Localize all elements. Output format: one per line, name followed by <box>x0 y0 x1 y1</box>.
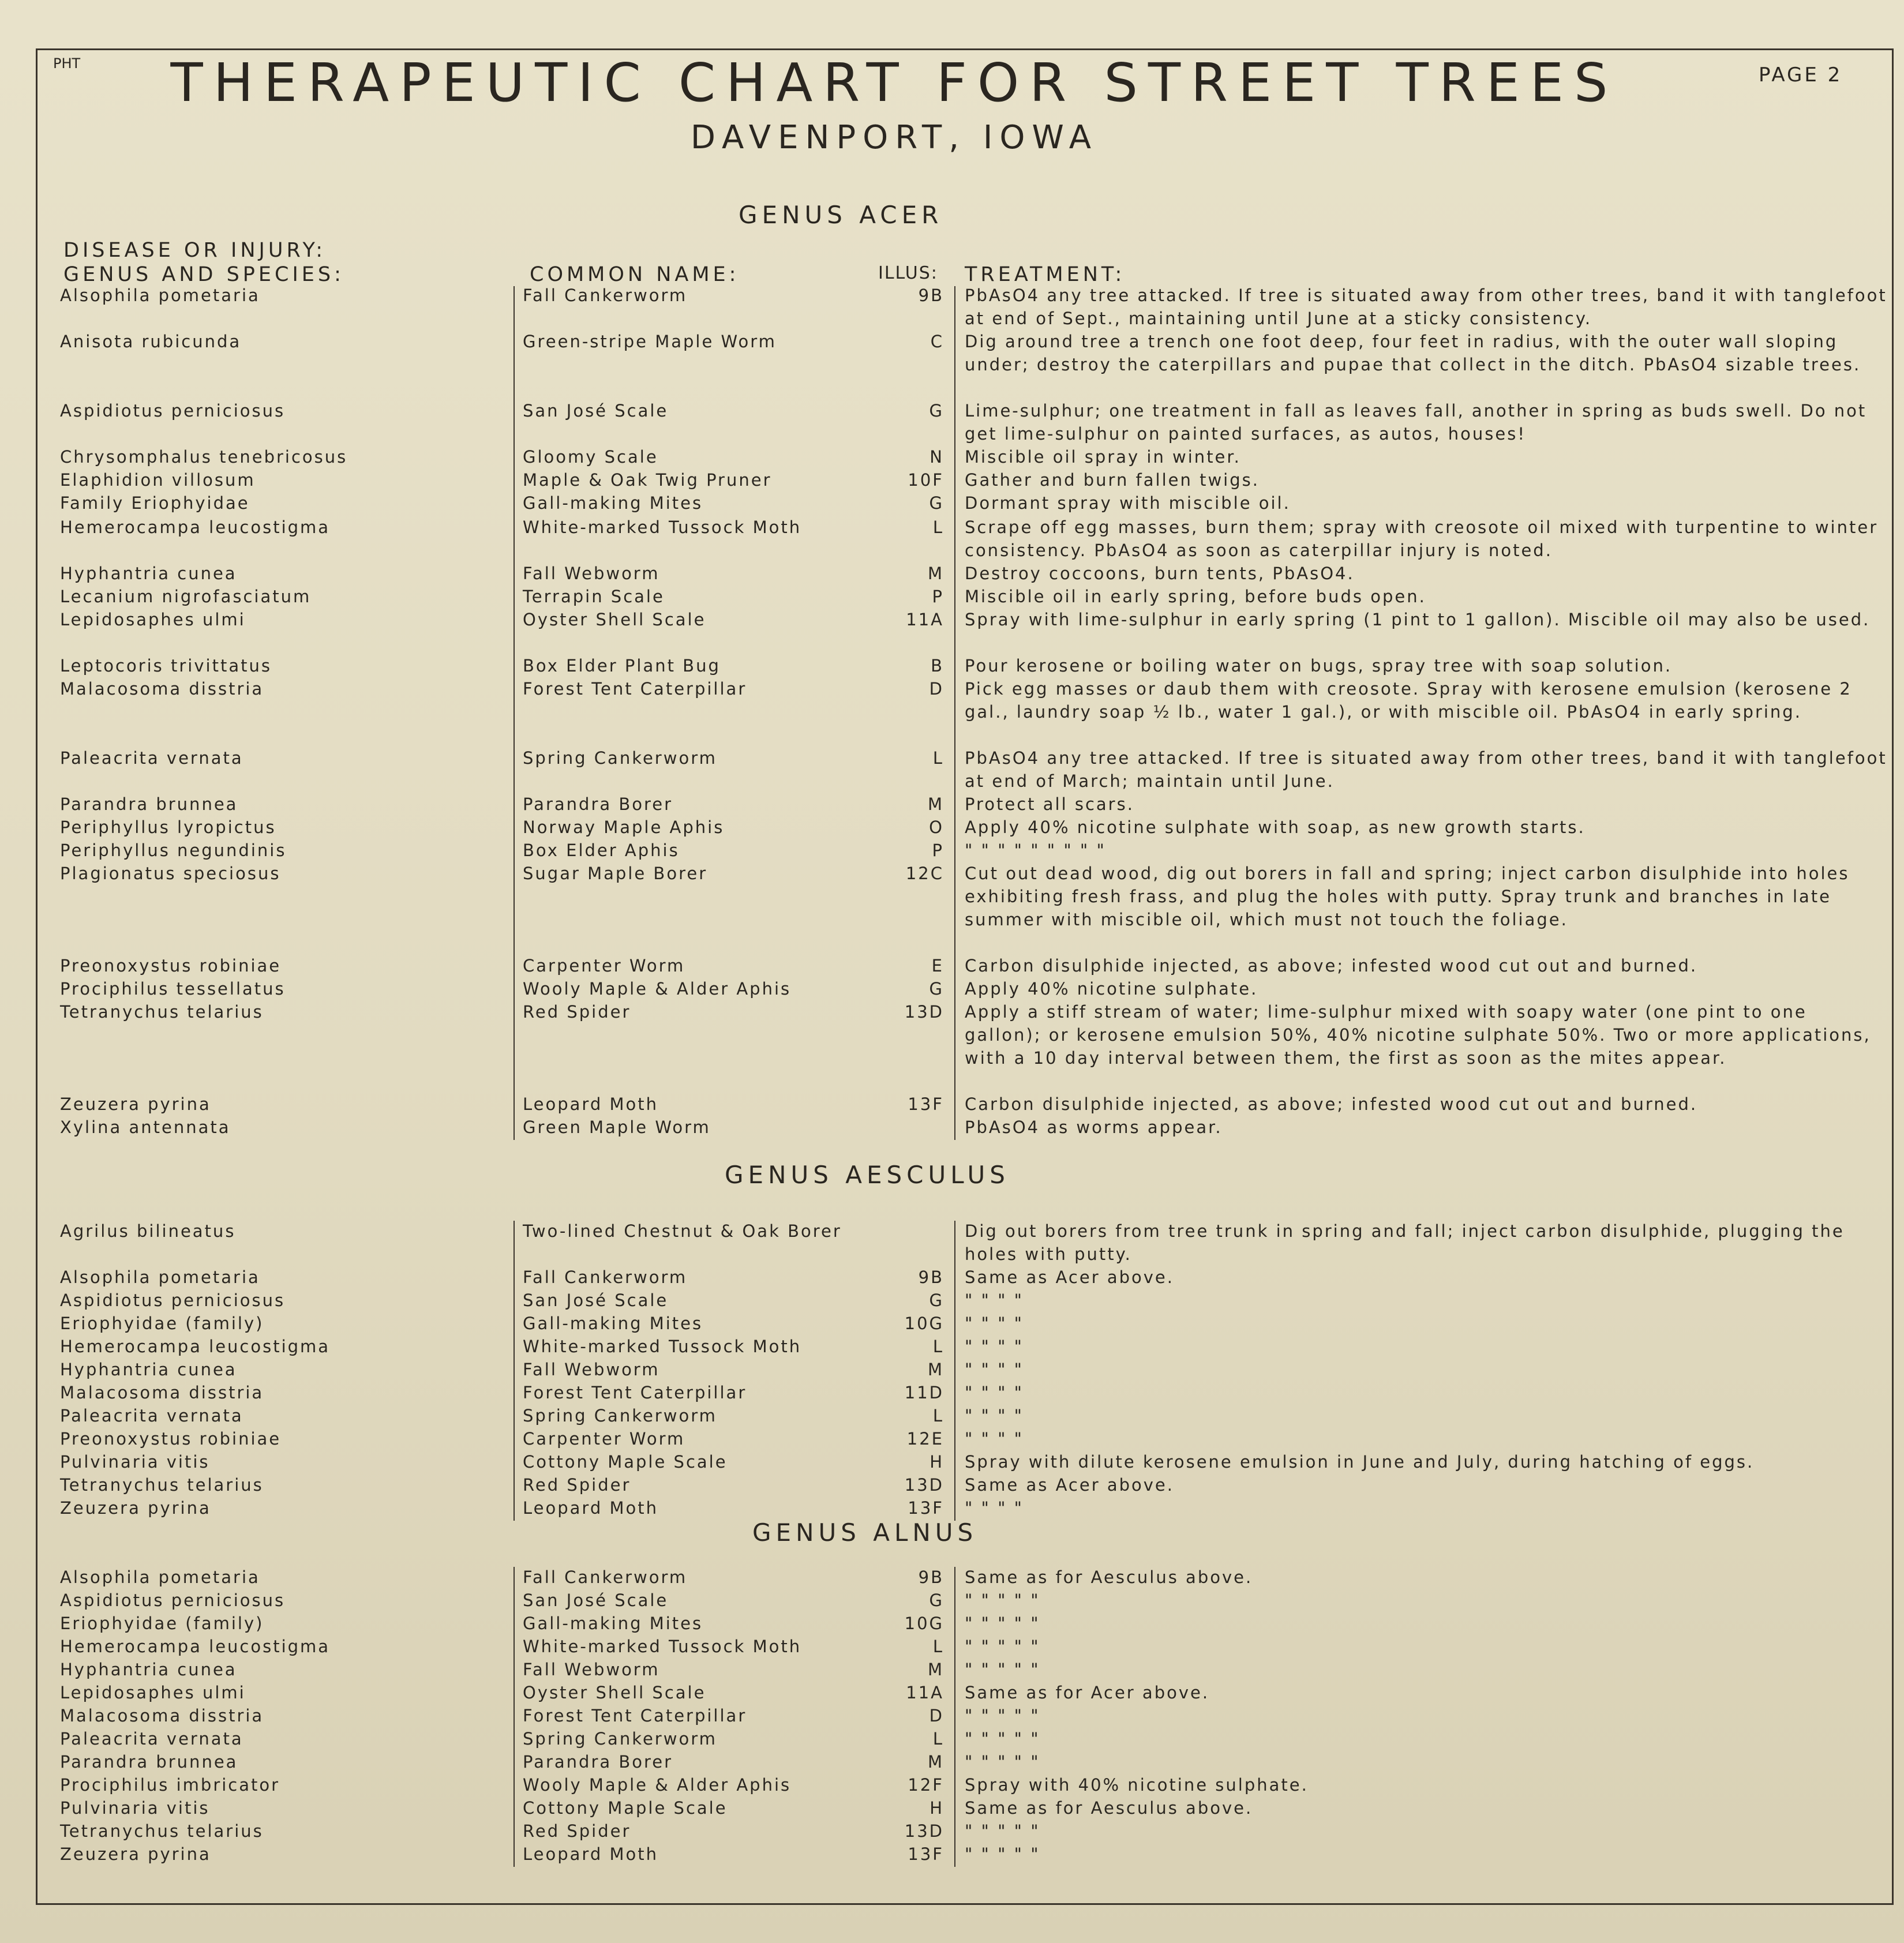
common-name: Parandra Borer <box>523 1752 673 1772</box>
common-name: Carpenter Worm <box>523 1429 685 1449</box>
illustration-ref: 10G <box>904 1314 944 1333</box>
species-name: Aspidiotus perniciosus <box>60 401 286 421</box>
illustration-ref: G <box>929 1591 944 1610</box>
species-name: Paleacrita vernata <box>60 1729 243 1749</box>
common-name: Spring Cankerworm <box>523 748 717 768</box>
column-divider <box>954 286 955 1140</box>
common-name: Carpenter Worm <box>523 956 685 976</box>
column-header-species: GENUS AND SPECIES: <box>63 263 344 286</box>
illustration-ref: H <box>929 1798 944 1818</box>
illustration-ref: 13D <box>904 1821 944 1841</box>
genus-heading: GENUS AESCULUS <box>725 1161 1010 1189</box>
treatment-text: " " " " " <box>965 1821 1040 1841</box>
species-name: Aspidiotus perniciosus <box>60 1591 286 1610</box>
common-name: Spring Cankerworm <box>523 1406 717 1426</box>
illustration-ref: 11A <box>906 610 944 629</box>
treatment-text: Protect all scars. <box>965 794 1134 814</box>
common-name: Wooly Maple & Alder Aphis <box>523 979 792 999</box>
species-name: Periphyllus negundinis <box>60 841 287 860</box>
illustration-ref: 9B <box>918 286 944 305</box>
common-name: Fall Cankerworm <box>523 1567 688 1587</box>
treatment-text: Dig out borers from tree trunk in spring and fall; inject carbon disulphide, plugging the holes with putty. <box>965 1221 1845 1264</box>
common-name: Leopard Moth <box>523 1498 658 1518</box>
treatment-text: " " " " " <box>965 1844 1040 1864</box>
species-name: Hyphantria cunea <box>60 564 237 583</box>
treatment-text: " " " " " <box>965 1729 1040 1749</box>
common-name: Fall Webworm <box>523 1660 660 1679</box>
species-name: Preonoxystus robiniae <box>60 1429 282 1449</box>
species-name: Zeuzera pyrina <box>60 1844 211 1864</box>
common-name: Maple & Oak Twig Pruner <box>523 470 772 490</box>
illustration-ref: M <box>927 1752 944 1772</box>
common-name: Fall Webworm <box>523 1360 660 1379</box>
illustration-ref: G <box>929 979 944 999</box>
common-name: Terrapin Scale <box>523 587 665 606</box>
illustration-ref: D <box>929 1706 944 1726</box>
column-header-disease: DISEASE OR INJURY: <box>63 239 327 262</box>
species-name: Elaphidion villosum <box>60 470 256 490</box>
illustration-ref: G <box>929 1291 944 1310</box>
column-divider <box>514 1221 515 1521</box>
common-name: Sugar Maple Borer <box>523 864 708 883</box>
treatment-text: " " " " <box>965 1337 1024 1356</box>
treatment-text: PbAsO4 as worms appear. <box>965 1117 1223 1137</box>
illustration-ref: L <box>932 1729 944 1749</box>
species-name: Zeuzera pyrina <box>60 1498 211 1518</box>
species-name: Periphyllus lyropictus <box>60 817 276 837</box>
column-header-common: COMMON NAME: <box>530 263 740 286</box>
species-name: Tetranychus telarius <box>60 1821 264 1841</box>
treatment-text: Miscible oil in early spring, before buds open. <box>965 587 1426 606</box>
column-header-illus: ILLUS: <box>878 263 938 283</box>
treatment-text: Apply 40% nicotine sulphate with soap, as new growth starts. <box>965 817 1586 837</box>
treatment-text: Pour kerosene or boiling water on bugs, spray tree with soap solution. <box>965 656 1673 676</box>
common-name: Green Maple Worm <box>523 1117 711 1137</box>
species-name: Preonoxystus robiniae <box>60 956 282 976</box>
species-name: Paleacrita vernata <box>60 748 243 768</box>
illustration-ref: O <box>929 817 944 837</box>
page-subtitle: DAVENPORT, IOWA <box>690 119 1099 156</box>
illustration-ref: 13F <box>908 1094 944 1114</box>
illustration-ref: L <box>932 748 944 768</box>
treatment-text: " " " " " <box>965 1591 1040 1610</box>
illustration-ref: L <box>932 517 944 537</box>
illustration-ref: 13F <box>908 1498 944 1518</box>
treatment-text: " " " " <box>965 1314 1024 1333</box>
treatment-text: " " " " <box>965 1406 1024 1426</box>
common-name: Spring Cankerworm <box>523 1729 717 1749</box>
treatment-text: Spray with 40% nicotine sulphate. <box>965 1775 1309 1795</box>
species-name: Eriophyidae (family) <box>60 1614 264 1633</box>
illustration-ref: 10G <box>904 1614 944 1633</box>
illustration-ref: 11D <box>904 1383 944 1402</box>
species-name: Hemerocampa leucostigma <box>60 1337 331 1356</box>
species-name: Eriophyidae (family) <box>60 1314 264 1333</box>
treatment-text: " " " " <box>965 1383 1024 1402</box>
common-name: Cottony Maple Scale <box>523 1798 728 1818</box>
common-name: Gall-making Mites <box>523 1314 703 1333</box>
illustration-ref: 10F <box>908 470 944 490</box>
illustration-ref: L <box>932 1337 944 1356</box>
treatment-text: Same as for Acer above. <box>965 1683 1210 1702</box>
treatment-text: Scrape off egg masses, burn them; spray with creosote oil mixed with turpentine to winter consistency. PbAsO4 as soon as caterpillar injury is noted. <box>965 517 1879 560</box>
species-name: Chrysomphalus tenebricosus <box>60 447 348 467</box>
species-name: Aspidiotus perniciosus <box>60 1291 286 1310</box>
treatment-text: Destroy coccoons, burn tents, PbAsO4. <box>965 564 1355 583</box>
common-name: Red Spider <box>523 1002 631 1022</box>
treatment-text: " " " " " " " " " <box>965 841 1106 860</box>
illustration-ref: 13F <box>908 1844 944 1864</box>
illustration-ref: L <box>932 1406 944 1426</box>
genus-heading: GENUS ACER <box>739 201 943 229</box>
illustration-ref: G <box>929 493 944 513</box>
common-name: White-marked Tussock Moth <box>523 1637 802 1656</box>
illustration-ref: P <box>932 841 944 860</box>
treatment-text: " " " " " <box>965 1660 1040 1679</box>
common-name: White-marked Tussock Moth <box>523 1337 802 1356</box>
column-divider <box>514 1567 515 1867</box>
illustration-ref: G <box>929 401 944 421</box>
species-name: Alsophila pometaria <box>60 1567 260 1587</box>
common-name: Fall Cankerworm <box>523 1267 688 1287</box>
species-name: Pulvinaria vitis <box>60 1452 210 1472</box>
species-name: Plagionatus speciosus <box>60 864 281 883</box>
common-name: Box Elder Aphis <box>523 841 680 860</box>
treatment-text: PbAsO4 any tree attacked. If tree is situated away from other trees, band it with tanglefoot at end of Sept., maintaining until June at a sticky consistency. <box>965 286 1887 328</box>
treatment-text: Gather and burn fallen twigs. <box>965 470 1260 490</box>
species-name: Pulvinaria vitis <box>60 1798 210 1818</box>
common-name: Forest Tent Caterpillar <box>523 1383 747 1402</box>
species-name: Malacosoma disstria <box>60 1383 264 1402</box>
treatment-text: " " " " " <box>965 1614 1040 1633</box>
species-name: Prociphilus tessellatus <box>60 979 286 999</box>
treatment-text: " " " " <box>965 1429 1024 1449</box>
column-divider <box>954 1221 955 1521</box>
species-name: Xylina antennata <box>60 1117 231 1137</box>
illustration-ref: M <box>927 1360 944 1379</box>
illustration-ref: H <box>929 1452 944 1472</box>
species-name: Parandra brunnea <box>60 794 238 814</box>
common-name: Parandra Borer <box>523 794 673 814</box>
common-name: Norway Maple Aphis <box>523 817 725 837</box>
page-title: THERAPEUTIC CHART FOR STREET TREES <box>170 52 1618 114</box>
illustration-ref: P <box>932 587 944 606</box>
species-name: Parandra brunnea <box>60 1752 238 1772</box>
species-name: Zeuzera pyrina <box>60 1094 211 1114</box>
common-name: Gall-making Mites <box>523 493 703 513</box>
common-name: Box Elder Plant Bug <box>523 656 721 676</box>
species-name: Prociphilus imbricator <box>60 1775 280 1795</box>
common-name: San José Scale <box>523 1591 669 1610</box>
common-name: Oyster Shell Scale <box>523 610 706 629</box>
treatment-text: Carbon disulphide injected, as above; infested wood cut out and burned. <box>965 956 1698 976</box>
species-name: Paleacrita vernata <box>60 1406 243 1426</box>
common-name: Green-stripe Maple Worm <box>523 332 777 351</box>
page-number: PAGE 2 <box>1759 63 1843 87</box>
illustration-ref: 9B <box>918 1567 944 1587</box>
common-name: Gall-making Mites <box>523 1614 703 1633</box>
treatment-text: Spray with lime-sulphur in early spring (1 pint to 1 gallon). Miscible oil may also be used. <box>965 610 1871 629</box>
illustration-ref: E <box>931 956 944 976</box>
illustration-ref: M <box>927 564 944 583</box>
common-name: White-marked Tussock Moth <box>523 517 802 537</box>
species-name: Anisota rubicunda <box>60 332 242 351</box>
treatment-text: Apply a stiff stream of water; lime-sulphur mixed with soapy water (one pint to one gallon); or kerosene emulsion 50%, 40% nicotine sulphate 50%. Two or more applications, with a 10 day interval between them, the first as soon as the mites appear. <box>965 1002 1871 1068</box>
common-name: Cottony Maple Scale <box>523 1452 728 1472</box>
treatment-text: Spray with dilute kerosene emulsion in June and July, during hatching of eggs. <box>965 1452 1755 1472</box>
common-name: Fall Webworm <box>523 564 660 583</box>
treatment-text: Same as Acer above. <box>965 1267 1174 1287</box>
treatment-text: Pick egg masses or daub them with creosote. Spray with kerosene emulsion (kerosene 2 gal., laundry soap ½ lb., water 1 gal.), or with miscible oil. PbAsO4 in early spring. <box>965 679 1852 722</box>
treatment-text: PbAsO4 any tree attacked. If tree is situated away from other trees, band it with tanglefoot at end of March; maintain until June. <box>965 748 1887 791</box>
species-name: Alsophila pometaria <box>60 286 260 305</box>
illustration-ref: 12C <box>905 864 944 883</box>
common-name: Leopard Moth <box>523 1844 658 1864</box>
treatment-text: Same as for Aesculus above. <box>965 1798 1253 1818</box>
illustration-ref: 11A <box>906 1683 944 1702</box>
genus-heading: GENUS ALNUS <box>752 1518 978 1547</box>
species-name: Tetranychus telarius <box>60 1002 264 1022</box>
species-name: Lepidosaphes ulmi <box>60 610 246 629</box>
species-name: Agrilus bilineatus <box>60 1221 236 1241</box>
species-name: Malacosoma disstria <box>60 679 264 699</box>
treatment-text: Dormant spray with miscible oil. <box>965 493 1291 513</box>
species-name: Hemerocampa leucostigma <box>60 517 331 537</box>
illustration-ref: M <box>927 794 944 814</box>
column-divider <box>954 1567 955 1867</box>
species-name: Alsophila pometaria <box>60 1267 260 1287</box>
treatment-text: " " " " " <box>965 1752 1040 1772</box>
species-name: Malacosoma disstria <box>60 1706 264 1726</box>
species-name: Family Eriophyidae <box>60 493 250 513</box>
treatment-text: Miscible oil spray in winter. <box>965 447 1241 467</box>
illustration-ref: 12E <box>906 1429 944 1449</box>
treatment-text: Dig around tree a trench one foot deep, four feet in radius, with the outer wall sloping under; destroy the caterpillars and pupae that collect in the ditch. PbAsO4 sizable trees. <box>965 332 1861 374</box>
treatment-text: " " " " <box>965 1291 1024 1310</box>
treatment-text: Cut out dead wood, dig out borers in fall and spring; inject carbon disulphide into holes exhibiting fresh frass, and plug the holes with putty. Spray trunk and branches in late summer with miscible oil, which must not touch the foliage. <box>965 864 1850 929</box>
common-name: Gloomy Scale <box>523 447 658 467</box>
column-header-treatment: TREATMENT: <box>965 263 1126 286</box>
illustration-ref: L <box>932 1637 944 1656</box>
species-name: Lecanium nigrofasciatum <box>60 587 312 606</box>
species-name: Leptocoris trivittatus <box>60 656 272 676</box>
common-name: San José Scale <box>523 401 669 421</box>
common-name: Oyster Shell Scale <box>523 1683 706 1702</box>
column-divider <box>514 286 515 1140</box>
species-name: Lepidosaphes ulmi <box>60 1683 246 1702</box>
initials: PHT <box>53 55 81 72</box>
common-name: Wooly Maple & Alder Aphis <box>523 1775 792 1795</box>
common-name: Red Spider <box>523 1821 631 1841</box>
treatment-text: Carbon disulphide injected, as above; infested wood cut out and burned. <box>965 1094 1698 1114</box>
treatment-text: " " " " " <box>965 1706 1040 1726</box>
illustration-ref: 12F <box>908 1775 944 1795</box>
common-name: Leopard Moth <box>523 1094 658 1114</box>
illustration-ref: 13D <box>904 1475 944 1495</box>
illustration-ref: B <box>931 656 944 676</box>
treatment-text: " " " " <box>965 1498 1024 1518</box>
common-name: Two-lined Chestnut & Oak Borer <box>523 1221 842 1241</box>
illustration-ref: D <box>929 679 944 699</box>
treatment-text: " " " " <box>965 1360 1024 1379</box>
treatment-text: Same as Acer above. <box>965 1475 1174 1495</box>
illustration-ref: N <box>929 447 944 467</box>
illustration-ref: 9B <box>918 1267 944 1287</box>
species-name: Hemerocampa leucostigma <box>60 1637 331 1656</box>
species-name: Hyphantria cunea <box>60 1360 237 1379</box>
treatment-text: " " " " " <box>965 1637 1040 1656</box>
common-name: Forest Tent Caterpillar <box>523 679 747 699</box>
common-name: Red Spider <box>523 1475 631 1495</box>
treatment-text: Apply 40% nicotine sulphate. <box>965 979 1258 999</box>
illustration-ref: C <box>930 332 944 351</box>
species-name: Hyphantria cunea <box>60 1660 237 1679</box>
treatment-text: Same as for Aesculus above. <box>965 1567 1253 1587</box>
treatment-text: Lime-sulphur; one treatment in fall as leaves fall, another in spring as buds swell. Do not get lime-sulphur on painted surfaces, as autos, houses! <box>965 401 1867 444</box>
common-name: San José Scale <box>523 1291 669 1310</box>
illustration-ref: 13D <box>904 1002 944 1022</box>
species-name: Tetranychus telarius <box>60 1475 264 1495</box>
common-name: Fall Cankerworm <box>523 286 688 305</box>
illustration-ref: M <box>927 1660 944 1679</box>
common-name: Forest Tent Caterpillar <box>523 1706 747 1726</box>
